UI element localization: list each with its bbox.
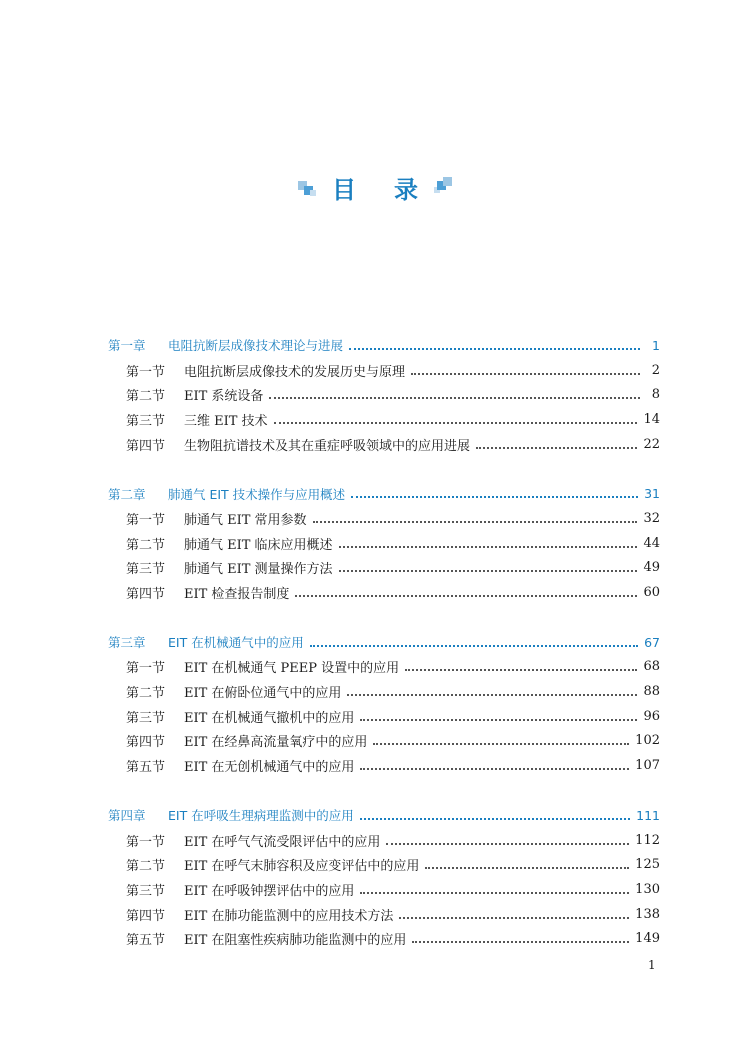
section-title: 电阻抗断层成像技术的发展历史与原理 xyxy=(184,364,406,380)
chapter-number: 第一章 xyxy=(108,338,146,354)
section-page: 8 xyxy=(651,387,660,403)
section-number: 第三节 xyxy=(126,413,166,429)
toc-section[interactable] xyxy=(108,926,660,951)
chapter-number: 第二章 xyxy=(108,486,146,502)
section-number: 第五节 xyxy=(126,933,166,949)
section-number: 第一节 xyxy=(126,364,166,380)
chapter-page: 1 xyxy=(652,337,660,353)
section-page: 44 xyxy=(643,535,660,551)
toc-section[interactable] xyxy=(108,655,660,680)
section-number: 第三节 xyxy=(126,710,166,726)
section-number: 第一节 xyxy=(126,512,166,528)
dot-leader xyxy=(269,396,640,399)
toc-section[interactable] xyxy=(108,877,660,902)
section-title: EIT 在阻塞性疾病肺功能监测中的应用 xyxy=(184,933,407,949)
decorative-squares-left-icon xyxy=(298,177,318,197)
toc-section[interactable] xyxy=(108,753,660,778)
dot-leader xyxy=(347,693,637,696)
chapter-title: EIT 在呼吸生理病理监测中的应用 xyxy=(168,808,354,824)
chapter-page: 111 xyxy=(636,807,660,823)
toc-section[interactable] xyxy=(108,852,660,877)
toc-section[interactable] xyxy=(108,382,660,407)
toc-section[interactable] xyxy=(108,902,660,927)
dot-leader xyxy=(476,446,637,449)
toc-chapter-3[interactable] xyxy=(108,630,660,655)
section-page: 149 xyxy=(635,931,660,947)
section-number: 第二节 xyxy=(126,389,166,405)
section-page: 112 xyxy=(635,832,660,848)
chapter-page: 31 xyxy=(644,486,660,502)
section-title: EIT 在机械通气 PEEP 设置中的应用 xyxy=(184,661,400,677)
dot-leader xyxy=(360,767,629,770)
decorative-squares-right-icon xyxy=(432,177,452,197)
page-title-right: 录 xyxy=(394,175,418,204)
section-title: 肺通气 EIT 常用参数 xyxy=(184,512,307,528)
section-title: EIT 在呼气末肺容积及应变评估中的应用 xyxy=(184,859,420,875)
section-title: EIT 在无创机械通气中的应用 xyxy=(184,760,355,776)
page-title-left: 目 xyxy=(332,175,356,204)
dot-leader xyxy=(313,520,638,523)
section-page: 68 xyxy=(643,659,660,675)
chapter-number: 第四章 xyxy=(108,808,146,824)
section-page: 125 xyxy=(635,857,660,873)
dot-leader xyxy=(339,569,638,572)
toc-chapter-4[interactable] xyxy=(108,803,660,828)
section-title: EIT 在呼吸钟摆评估中的应用 xyxy=(184,883,355,899)
dot-leader xyxy=(351,495,638,498)
toc-section[interactable] xyxy=(108,556,660,581)
toc-section[interactable] xyxy=(108,828,660,853)
chapter-page: 67 xyxy=(644,634,660,650)
section-number: 第三节 xyxy=(126,562,166,578)
toc-section[interactable] xyxy=(108,531,660,556)
toc-section[interactable] xyxy=(108,432,660,457)
dot-leader xyxy=(310,644,638,647)
section-number: 第二节 xyxy=(126,859,166,875)
toc-section[interactable] xyxy=(108,358,660,383)
section-page: 88 xyxy=(643,684,660,700)
section-number: 第一节 xyxy=(126,834,166,850)
dot-leader xyxy=(274,421,638,424)
section-number: 第四节 xyxy=(126,438,166,454)
section-page: 107 xyxy=(635,758,660,774)
dot-leader xyxy=(360,817,630,820)
page-title xyxy=(332,170,418,205)
section-title: EIT 系统设备 xyxy=(184,389,264,405)
section-page: 102 xyxy=(635,733,660,749)
dot-leader xyxy=(425,866,629,869)
dot-leader xyxy=(386,842,629,845)
section-number: 第五节 xyxy=(126,760,166,776)
toc-heading xyxy=(0,170,750,204)
section-title: EIT 在俯卧位通气中的应用 xyxy=(184,686,342,702)
section-title: EIT 在呼气气流受限评估中的应用 xyxy=(184,834,381,850)
section-page: 22 xyxy=(643,436,660,452)
table-of-contents xyxy=(108,333,660,951)
dot-leader xyxy=(349,347,640,350)
dot-leader xyxy=(339,545,638,548)
section-page: 96 xyxy=(643,708,660,724)
chapter-title: 电阻抗断层成像技术理论与进展 xyxy=(168,338,344,354)
section-page: 60 xyxy=(643,585,660,601)
toc-section[interactable] xyxy=(108,729,660,754)
dot-leader xyxy=(360,891,629,894)
section-page: 130 xyxy=(635,881,660,897)
chapter-number: 第三章 xyxy=(108,635,146,651)
dot-leader xyxy=(411,372,640,375)
section-number: 第一节 xyxy=(126,661,166,677)
dot-leader xyxy=(399,916,629,919)
section-title: EIT 在经鼻高流量氧疗中的应用 xyxy=(184,735,368,751)
section-title: EIT 检查报告制度 xyxy=(184,587,290,603)
section-title: EIT 在肺功能监测中的应用技术方法 xyxy=(184,908,394,924)
section-page: 49 xyxy=(643,560,660,576)
section-number: 第四节 xyxy=(126,587,166,603)
chapter-title: EIT 在机械通气中的应用 xyxy=(168,635,304,651)
section-title: 生物阻抗谱技术及其在重症呼吸领域中的应用进展 xyxy=(184,438,471,454)
section-number: 第二节 xyxy=(126,686,166,702)
page-number: 1 xyxy=(648,958,656,972)
toc-section[interactable] xyxy=(108,704,660,729)
toc-chapter-1[interactable] xyxy=(108,333,660,358)
dot-leader xyxy=(405,668,637,671)
toc-section[interactable] xyxy=(108,580,660,605)
section-title: EIT 在机械通气撤机中的应用 xyxy=(184,710,355,726)
section-number: 第二节 xyxy=(126,537,166,553)
toc-chapter-2[interactable] xyxy=(108,481,660,506)
toc-section[interactable] xyxy=(108,679,660,704)
section-page: 138 xyxy=(635,906,660,922)
dot-leader xyxy=(360,718,637,721)
dot-leader xyxy=(373,742,629,745)
section-page: 32 xyxy=(643,510,660,526)
dot-leader xyxy=(295,594,637,597)
chapter-title: 肺通气 EIT 技术操作与应用概述 xyxy=(168,486,346,502)
section-title: 三维 EIT 技术 xyxy=(184,413,268,429)
section-number: 第四节 xyxy=(126,735,166,751)
section-title: 肺通气 EIT 测量操作方法 xyxy=(184,562,333,578)
toc-section[interactable] xyxy=(108,407,660,432)
dot-leader xyxy=(412,940,629,943)
section-page: 14 xyxy=(643,411,660,427)
section-title: 肺通气 EIT 临床应用概述 xyxy=(184,537,333,553)
section-number: 第三节 xyxy=(126,883,166,899)
section-page: 2 xyxy=(651,362,660,378)
section-number: 第四节 xyxy=(126,908,166,924)
toc-section[interactable] xyxy=(108,506,660,531)
